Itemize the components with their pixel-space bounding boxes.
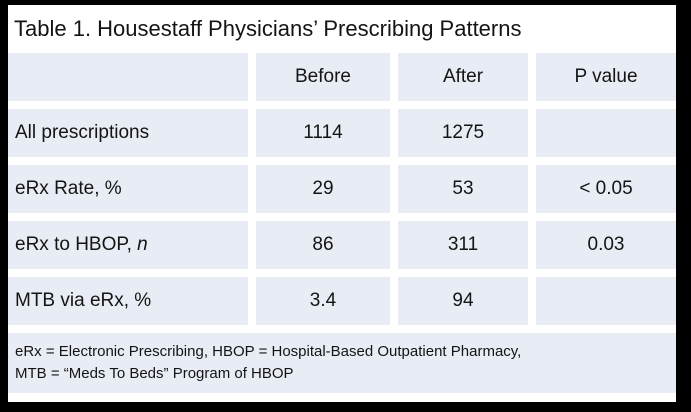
prescribing-table — [8, 53, 676, 393]
cell-erx-to-hbop-before: 86 — [256, 221, 390, 269]
cell-all-prescriptions-after: 1275 — [398, 109, 528, 157]
header-empty-cell — [8, 53, 248, 101]
header-pvalue: P value — [536, 53, 676, 101]
row-label-text: All prescriptions — [15, 122, 150, 143]
header-after: After — [398, 53, 528, 101]
row-label-mtb-via-erx — [8, 277, 248, 325]
cell-erx-rate-p: < 0.05 — [536, 165, 676, 213]
cell-mtb-via-erx-p — [536, 277, 676, 325]
row-label-text: MTB via eRx, % — [15, 290, 152, 311]
cell-erx-rate-before: 29 — [256, 165, 390, 213]
cell-mtb-via-erx-after: 94 — [398, 277, 528, 325]
row-label-all-prescriptions — [8, 109, 248, 157]
cell-erx-rate-after: 53 — [398, 165, 528, 213]
cell-erx-to-hbop-p: 0.03 — [536, 221, 676, 269]
row-label-erx-rate — [8, 165, 248, 213]
row-label-italic: n — [137, 234, 148, 255]
cell-erx-to-hbop-after: 311 — [398, 221, 528, 269]
table-footnote — [8, 333, 676, 393]
row-label-text: eRx Rate, % — [15, 178, 122, 199]
footnote-line-1: eRx = Electronic Prescribing, HBOP = Hospital-Based Outpatient Pharmacy, — [15, 343, 522, 360]
footnote-line-2: MTB = “Meds To Beds” Program of HBOP — [15, 365, 294, 382]
row-label-erx-to-hbop — [8, 221, 248, 269]
cell-mtb-via-erx-before: 3.4 — [256, 277, 390, 325]
header-before: Before — [256, 53, 390, 101]
table-card — [8, 5, 676, 402]
row-label-text: eRx to HBOP, — [15, 234, 138, 255]
cell-all-prescriptions-before: 1114 — [256, 109, 390, 157]
table-title: Table 1. Housestaff Physicians’ Prescribing Patterns — [14, 16, 522, 41]
cell-all-prescriptions-p — [536, 109, 676, 157]
